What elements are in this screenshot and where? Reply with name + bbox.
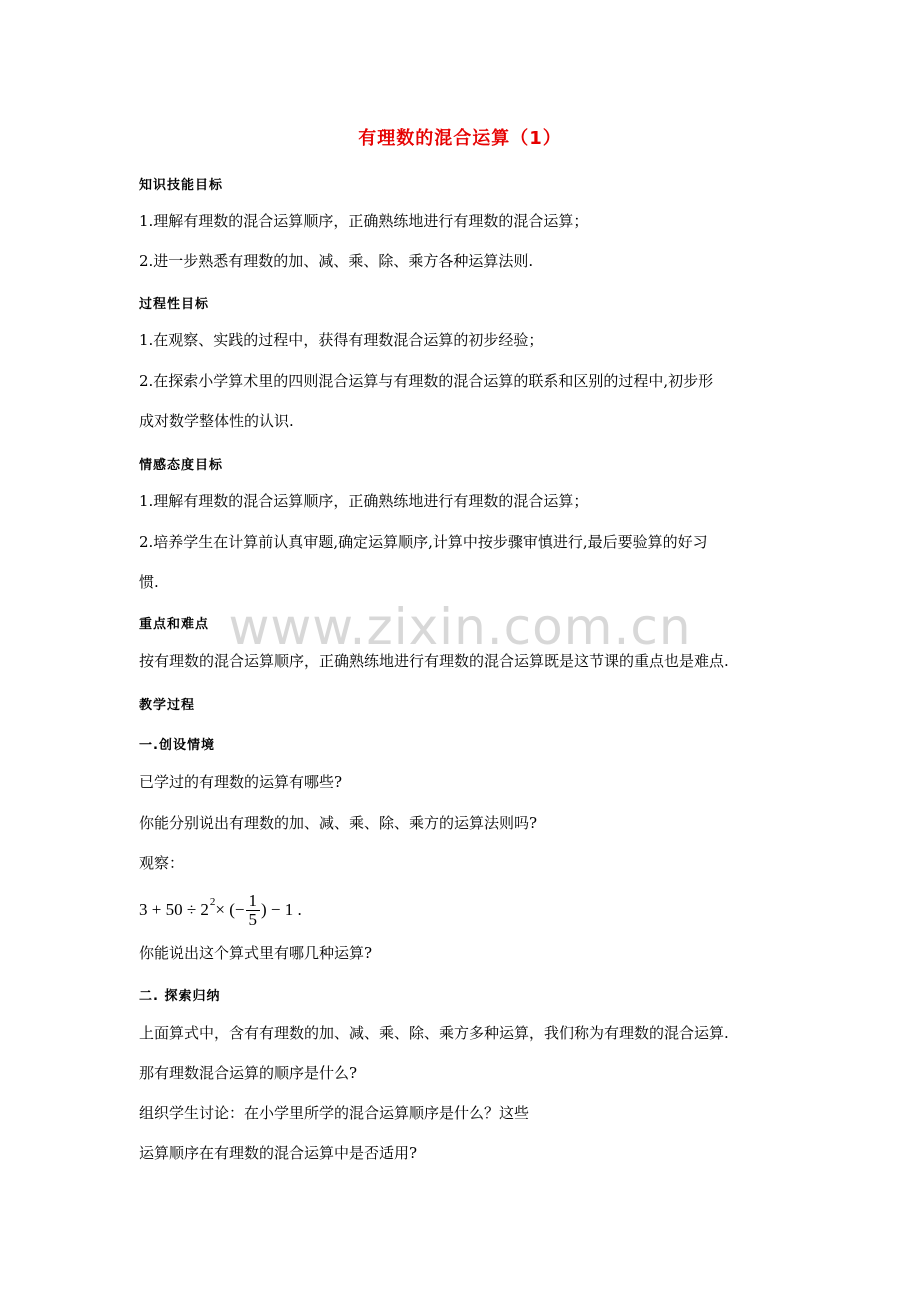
paragraph-part1-question-2: 你能分别说出有理数的加、减、乘、除、乘方的运算法则吗? <box>139 814 538 832</box>
heading-attitude-goals: 情感态度目标 <box>139 458 224 473</box>
paragraph-part2-2: 那有理数混合运算的顺序是什么? <box>139 1064 358 1082</box>
heading-knowledge-goals: 知识技能目标 <box>139 178 224 193</box>
paragraph-process-2-line1: 2.在探索小学算术里的四则混合运算与有理数的混合运算的联系和区别的过程中,初步形 <box>139 372 714 390</box>
paragraph-knowledge-2: 2.进一步熟悉有理数的加、减、乘、除、乘方各种运算法则. <box>139 252 534 270</box>
heading-key-points: 重点和难点 <box>139 617 210 632</box>
heading-teaching-process: 教学过程 <box>139 698 196 713</box>
paragraph-part1-observe: 观察： <box>139 854 185 872</box>
paragraph-attitude-1: 1.理解有理数的混合运算顺序，正确熟练地进行有理数的混合运算； <box>139 492 589 510</box>
paragraph-part2-4: 运算顺序在有理数的混合运算中是否适用? <box>139 1144 418 1162</box>
paragraph-key-points: 按有理数的混合运算顺序，正确熟练地进行有理数的混合运算既是这节课的重点也是难点. <box>139 652 729 670</box>
paragraph-attitude-2-line2: 惯. <box>139 573 159 591</box>
paragraph-part2-1: 上面算式中，含有有理数的加、减、乘、除、乘方多种运算，我们称为有理数的混合运算. <box>139 1024 729 1042</box>
formula-fraction <box>246 892 261 929</box>
paragraph-part1-question-3: 你能说出这个算式里有哪几种运算? <box>139 944 373 962</box>
paragraph-part1-question-1: 已学过的有理数的运算有哪些? <box>139 773 343 791</box>
paragraph-process-1: 1.在观察、实践的过程中，获得有理数混合运算的初步经验； <box>139 331 544 349</box>
paragraph-knowledge-1: 1.理解有理数的混合运算顺序，正确熟练地进行有理数的混合运算； <box>139 212 589 230</box>
formula-middle: × (− <box>215 900 245 919</box>
paragraph-part2-3: 组织学生讨论：在小学里所学的混合运算顺序是什么？这些 <box>139 1104 530 1122</box>
fraction-numerator: 1 <box>246 892 261 911</box>
heading-part-1: 一.创设情境 <box>139 738 215 753</box>
fraction-denominator: 5 <box>248 909 258 929</box>
page-title: 有理数的混合运算（1） <box>358 128 562 149</box>
math-formula <box>139 888 302 932</box>
watermark: www.zixin.com.cn <box>228 598 692 656</box>
paragraph-process-2-line2: 成对数学整体性的认识. <box>139 412 294 430</box>
paragraph-attitude-2-line1: 2.培养学生在计算前认真审题,确定运算顺序,计算中按步骤审慎进行,最后要验算的好习 <box>139 533 708 551</box>
formula-lead: 3 + 50 ÷ 2 <box>139 900 209 919</box>
formula-exponent: 2 <box>209 896 216 908</box>
formula-tail: ) − 1 . <box>261 900 302 919</box>
heading-process-goals: 过程性目标 <box>139 297 210 312</box>
heading-part-2: 二. 探索归纳 <box>139 989 221 1004</box>
